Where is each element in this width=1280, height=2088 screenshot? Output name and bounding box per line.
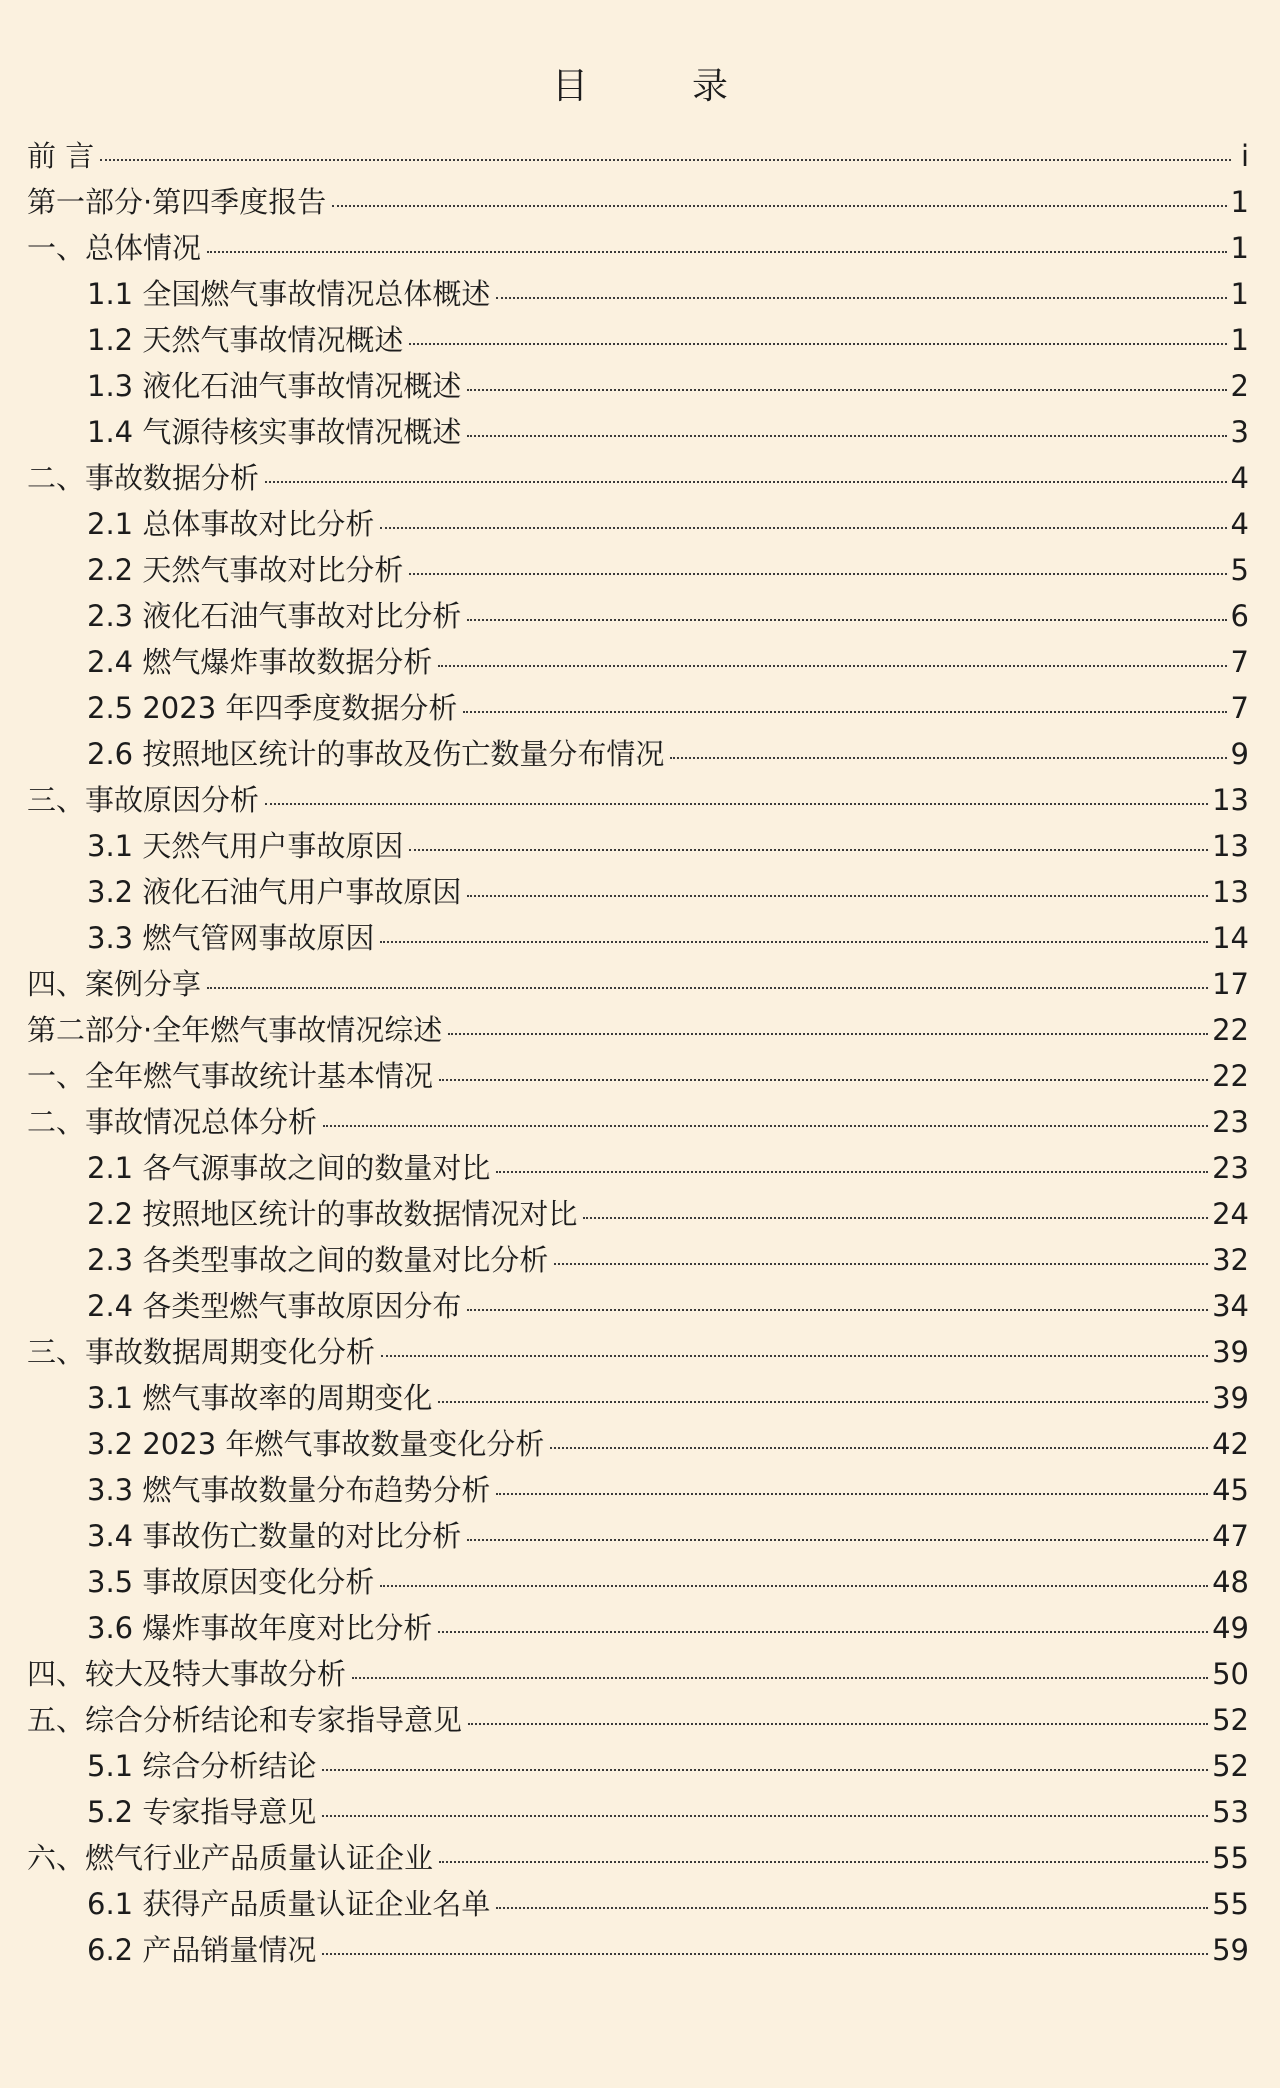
toc-entry-label: 二、事故数据分析 bbox=[27, 461, 260, 495]
toc-entry-label: 三、事故原因分析 bbox=[27, 783, 260, 817]
toc-entry-page-number: 13 bbox=[1212, 829, 1249, 863]
toc-dot-leader bbox=[583, 1217, 1208, 1219]
toc-entry-label: 3.2 2023 年燃气事故数量变化分析 bbox=[87, 1427, 545, 1461]
toc-entry-label: 1.1 全国燃气事故情况总体概述 bbox=[87, 277, 491, 311]
toc-entry[interactable] bbox=[27, 1789, 1249, 1835]
toc-dot-leader bbox=[463, 711, 1226, 713]
toc-dot-leader bbox=[265, 481, 1227, 483]
toc-entry-label: 2.3 液化石油气事故对比分析 bbox=[87, 599, 462, 633]
toc-entry[interactable] bbox=[27, 501, 1249, 547]
toc-entry-page-number: 42 bbox=[1212, 1427, 1249, 1461]
toc-entry-label: 五、综合分析结论和专家指导意见 bbox=[27, 1703, 463, 1737]
toc-entry-label: 一、总体情况 bbox=[27, 231, 202, 265]
toc-entry[interactable] bbox=[27, 1191, 1249, 1237]
toc-entry-label: 六、燃气行业产品质量认证企业 bbox=[27, 1841, 434, 1875]
toc-entry-label: 二、事故情况总体分析 bbox=[27, 1105, 318, 1139]
toc-entry[interactable] bbox=[27, 915, 1249, 961]
toc-entry-label: 一、全年燃气事故统计基本情况 bbox=[27, 1059, 434, 1093]
toc-entry-page-number: 2 bbox=[1230, 369, 1249, 403]
toc-entry-label: 3.1 燃气事故率的周期变化 bbox=[87, 1381, 433, 1415]
toc-entry-page-number: 14 bbox=[1212, 921, 1249, 955]
toc-entry[interactable] bbox=[27, 455, 1249, 501]
toc-entry-label: 3.5 事故原因变化分析 bbox=[87, 1565, 375, 1599]
toc-entry[interactable] bbox=[27, 1283, 1249, 1329]
toc-entry-page-number: 45 bbox=[1212, 1473, 1249, 1507]
toc-entry[interactable] bbox=[27, 1743, 1249, 1789]
toc-entry[interactable] bbox=[27, 317, 1249, 363]
toc-entry-page-number: 13 bbox=[1212, 875, 1249, 909]
toc-dot-leader bbox=[438, 665, 1226, 667]
toc-dot-leader bbox=[438, 1401, 1208, 1403]
toc-entry-page-number: 59 bbox=[1212, 1933, 1249, 1967]
toc-entry-page-number: 24 bbox=[1212, 1197, 1249, 1231]
toc-entry-label: 6.2 产品销量情况 bbox=[87, 1933, 317, 1967]
toc-entry[interactable] bbox=[27, 869, 1249, 915]
toc-dot-leader bbox=[496, 1907, 1208, 1909]
toc-entry-page-number: 49 bbox=[1212, 1611, 1249, 1645]
toc-entry-label: 3.2 液化石油气用户事故原因 bbox=[87, 875, 462, 909]
toc-dot-leader bbox=[496, 1493, 1208, 1495]
toc-dot-leader bbox=[409, 573, 1226, 575]
toc-dot-leader bbox=[554, 1263, 1208, 1265]
toc-entry-page-number: 22 bbox=[1212, 1059, 1249, 1093]
toc-entry[interactable] bbox=[27, 1467, 1249, 1513]
toc-entry[interactable] bbox=[27, 1007, 1249, 1053]
toc-entry-page-number: 6 bbox=[1230, 599, 1249, 633]
toc-entry-page-number: 13 bbox=[1212, 783, 1249, 817]
toc-dot-leader bbox=[322, 1815, 1208, 1817]
toc-entry-label: 5.2 专家指导意见 bbox=[87, 1795, 317, 1829]
toc-entry-page-number: 23 bbox=[1212, 1151, 1249, 1185]
toc-entry[interactable] bbox=[27, 685, 1249, 731]
toc-entry-label: 2.4 各类型燃气事故原因分布 bbox=[87, 1289, 462, 1323]
toc-entry-label: 2.4 燃气爆炸事故数据分析 bbox=[87, 645, 433, 679]
toc-entry[interactable] bbox=[27, 1145, 1249, 1191]
toc-entry-page-number: 17 bbox=[1212, 967, 1249, 1001]
toc-dot-leader bbox=[352, 1677, 1208, 1679]
toc-entry[interactable] bbox=[27, 225, 1249, 271]
toc-dot-leader bbox=[439, 1861, 1208, 1863]
toc-entry[interactable] bbox=[27, 593, 1249, 639]
toc-entry[interactable] bbox=[27, 961, 1249, 1007]
toc-dot-leader bbox=[467, 389, 1226, 391]
toc-dot-leader bbox=[468, 1723, 1208, 1725]
toc-dot-leader bbox=[467, 1309, 1208, 1311]
toc-dot-leader bbox=[409, 849, 1208, 851]
toc-entry[interactable] bbox=[27, 1697, 1249, 1743]
toc-entry-label: 3.4 事故伤亡数量的对比分析 bbox=[87, 1519, 462, 1553]
toc-entry[interactable] bbox=[27, 1881, 1249, 1927]
toc-entry-page-number: 55 bbox=[1212, 1841, 1249, 1875]
toc-title: 目 录 bbox=[551, 66, 762, 107]
toc-entry-label: 2.2 按照地区统计的事故数据情况对比 bbox=[87, 1197, 578, 1231]
toc-dot-leader bbox=[207, 251, 1227, 253]
toc-entry[interactable] bbox=[27, 547, 1249, 593]
toc-entry[interactable] bbox=[27, 409, 1249, 455]
toc-entry-page-number: 7 bbox=[1230, 645, 1249, 679]
toc-entry[interactable] bbox=[27, 639, 1249, 685]
toc-entry-label: 三、事故数据周期变化分析 bbox=[27, 1335, 376, 1369]
toc-entry-page-number: 48 bbox=[1212, 1565, 1249, 1599]
toc-entry-label: 2.6 按照地区统计的事故及伤亡数量分布情况 bbox=[87, 737, 665, 771]
toc-entry[interactable] bbox=[27, 1651, 1249, 1697]
toc-entry-label: 第一部分·第四季度报告 bbox=[27, 185, 327, 219]
toc-entry[interactable] bbox=[27, 1053, 1249, 1099]
toc-entry-page-number: 1 bbox=[1230, 185, 1249, 219]
toc-list bbox=[27, 133, 1249, 1973]
toc-entry[interactable] bbox=[27, 1559, 1249, 1605]
toc-entry-label: 2.2 天然气事故对比分析 bbox=[87, 553, 404, 587]
toc-entry[interactable] bbox=[27, 133, 1249, 179]
toc-entry-label: 四、较大及特大事故分析 bbox=[27, 1657, 347, 1691]
toc-entry[interactable] bbox=[27, 1835, 1249, 1881]
toc-entry-label: 1.3 液化石油气事故情况概述 bbox=[87, 369, 462, 403]
toc-entry[interactable] bbox=[27, 731, 1249, 777]
toc-entry-page-number: 50 bbox=[1212, 1657, 1249, 1691]
toc-entry-label: 四、案例分享 bbox=[27, 967, 202, 1001]
toc-dot-leader bbox=[438, 1631, 1208, 1633]
toc-dot-leader bbox=[332, 205, 1226, 207]
toc-entry-page-number: 47 bbox=[1212, 1519, 1249, 1553]
toc-entry-page-number: 34 bbox=[1212, 1289, 1249, 1323]
toc-entry-label: 3.1 天然气用户事故原因 bbox=[87, 829, 404, 863]
toc-entry-page-number: 39 bbox=[1212, 1381, 1249, 1415]
toc-entry-label: 5.1 综合分析结论 bbox=[87, 1749, 317, 1783]
toc-dot-leader bbox=[670, 757, 1226, 759]
toc-entry-page-number: 23 bbox=[1212, 1105, 1249, 1139]
toc-dot-leader bbox=[265, 803, 1208, 805]
toc-entry-label: 3.6 爆炸事故年度对比分析 bbox=[87, 1611, 433, 1645]
toc-dot-leader bbox=[380, 527, 1226, 529]
toc-dot-leader bbox=[496, 1171, 1208, 1173]
toc-entry-page-number: i bbox=[1240, 139, 1249, 173]
toc-dot-leader bbox=[550, 1447, 1208, 1449]
toc-entry-label: 前 言 bbox=[27, 139, 95, 173]
toc-entry-page-number: 55 bbox=[1212, 1887, 1249, 1921]
toc-dot-leader bbox=[381, 1355, 1208, 1357]
toc-entry[interactable] bbox=[27, 777, 1249, 823]
toc-dot-leader bbox=[439, 1079, 1208, 1081]
toc-entry-label: 2.1 总体事故对比分析 bbox=[87, 507, 375, 541]
toc-entry-page-number: 4 bbox=[1230, 507, 1249, 541]
toc-entry[interactable] bbox=[27, 1237, 1249, 1283]
toc-entry-page-number: 7 bbox=[1230, 691, 1249, 725]
toc-dot-leader bbox=[467, 435, 1226, 437]
toc-dot-leader bbox=[380, 941, 1208, 943]
toc-dot-leader bbox=[409, 343, 1226, 345]
toc-dot-leader bbox=[322, 1769, 1208, 1771]
toc-entry[interactable] bbox=[27, 179, 1249, 225]
toc-entry-page-number: 4 bbox=[1230, 461, 1249, 495]
toc-dot-leader bbox=[467, 619, 1226, 621]
toc-dot-leader bbox=[448, 1033, 1208, 1035]
toc-entry-label: 2.3 各类型事故之间的数量对比分析 bbox=[87, 1243, 549, 1277]
toc-dot-leader bbox=[467, 895, 1208, 897]
toc-entry-label: 3.3 燃气管网事故原因 bbox=[87, 921, 375, 955]
toc-entry-page-number: 3 bbox=[1230, 415, 1249, 449]
toc-entry[interactable] bbox=[27, 1421, 1249, 1467]
toc-entry-page-number: 52 bbox=[1212, 1749, 1249, 1783]
toc-entry[interactable] bbox=[27, 823, 1249, 869]
toc-dot-leader bbox=[380, 1585, 1208, 1587]
toc-entry-label: 2.1 各气源事故之间的数量对比 bbox=[87, 1151, 491, 1185]
toc-entry-page-number: 52 bbox=[1212, 1703, 1249, 1737]
toc-entry-label: 第二部分·全年燃气事故情况综述 bbox=[27, 1013, 443, 1047]
toc-entry-label: 6.1 获得产品质量认证企业名单 bbox=[87, 1887, 491, 1921]
toc-entry-page-number: 1 bbox=[1230, 277, 1249, 311]
toc-entry-label: 1.2 天然气事故情况概述 bbox=[87, 323, 404, 357]
toc-entry[interactable] bbox=[27, 1375, 1249, 1421]
toc-entry-page-number: 1 bbox=[1230, 231, 1249, 265]
toc-entry[interactable] bbox=[27, 1605, 1249, 1651]
toc-entry-label: 2.5 2023 年四季度数据分析 bbox=[87, 691, 458, 725]
toc-entry-page-number: 1 bbox=[1230, 323, 1249, 357]
toc-dot-leader bbox=[322, 1953, 1208, 1955]
toc-entry-page-number: 53 bbox=[1212, 1795, 1249, 1829]
toc-entry[interactable] bbox=[27, 271, 1249, 317]
toc-entry-label: 1.4 气源待核实事故情况概述 bbox=[87, 415, 462, 449]
toc-entry-page-number: 9 bbox=[1230, 737, 1249, 771]
toc-dot-leader bbox=[100, 159, 1231, 161]
toc-entry[interactable] bbox=[27, 1099, 1249, 1145]
toc-entry-page-number: 39 bbox=[1212, 1335, 1249, 1369]
toc-dot-leader bbox=[496, 297, 1226, 299]
toc-dot-leader bbox=[467, 1539, 1208, 1541]
toc-entry-label: 3.3 燃气事故数量分布趋势分析 bbox=[87, 1473, 491, 1507]
toc-dot-leader bbox=[207, 987, 1208, 989]
toc-entry-page-number: 22 bbox=[1212, 1013, 1249, 1047]
toc-entry-page-number: 32 bbox=[1212, 1243, 1249, 1277]
toc-entry[interactable] bbox=[27, 1513, 1249, 1559]
toc-entry-page-number: 5 bbox=[1230, 553, 1249, 587]
toc-entry[interactable] bbox=[27, 363, 1249, 409]
toc-dot-leader bbox=[323, 1125, 1208, 1127]
toc-entry[interactable] bbox=[27, 1927, 1249, 1973]
toc-entry[interactable] bbox=[27, 1329, 1249, 1375]
